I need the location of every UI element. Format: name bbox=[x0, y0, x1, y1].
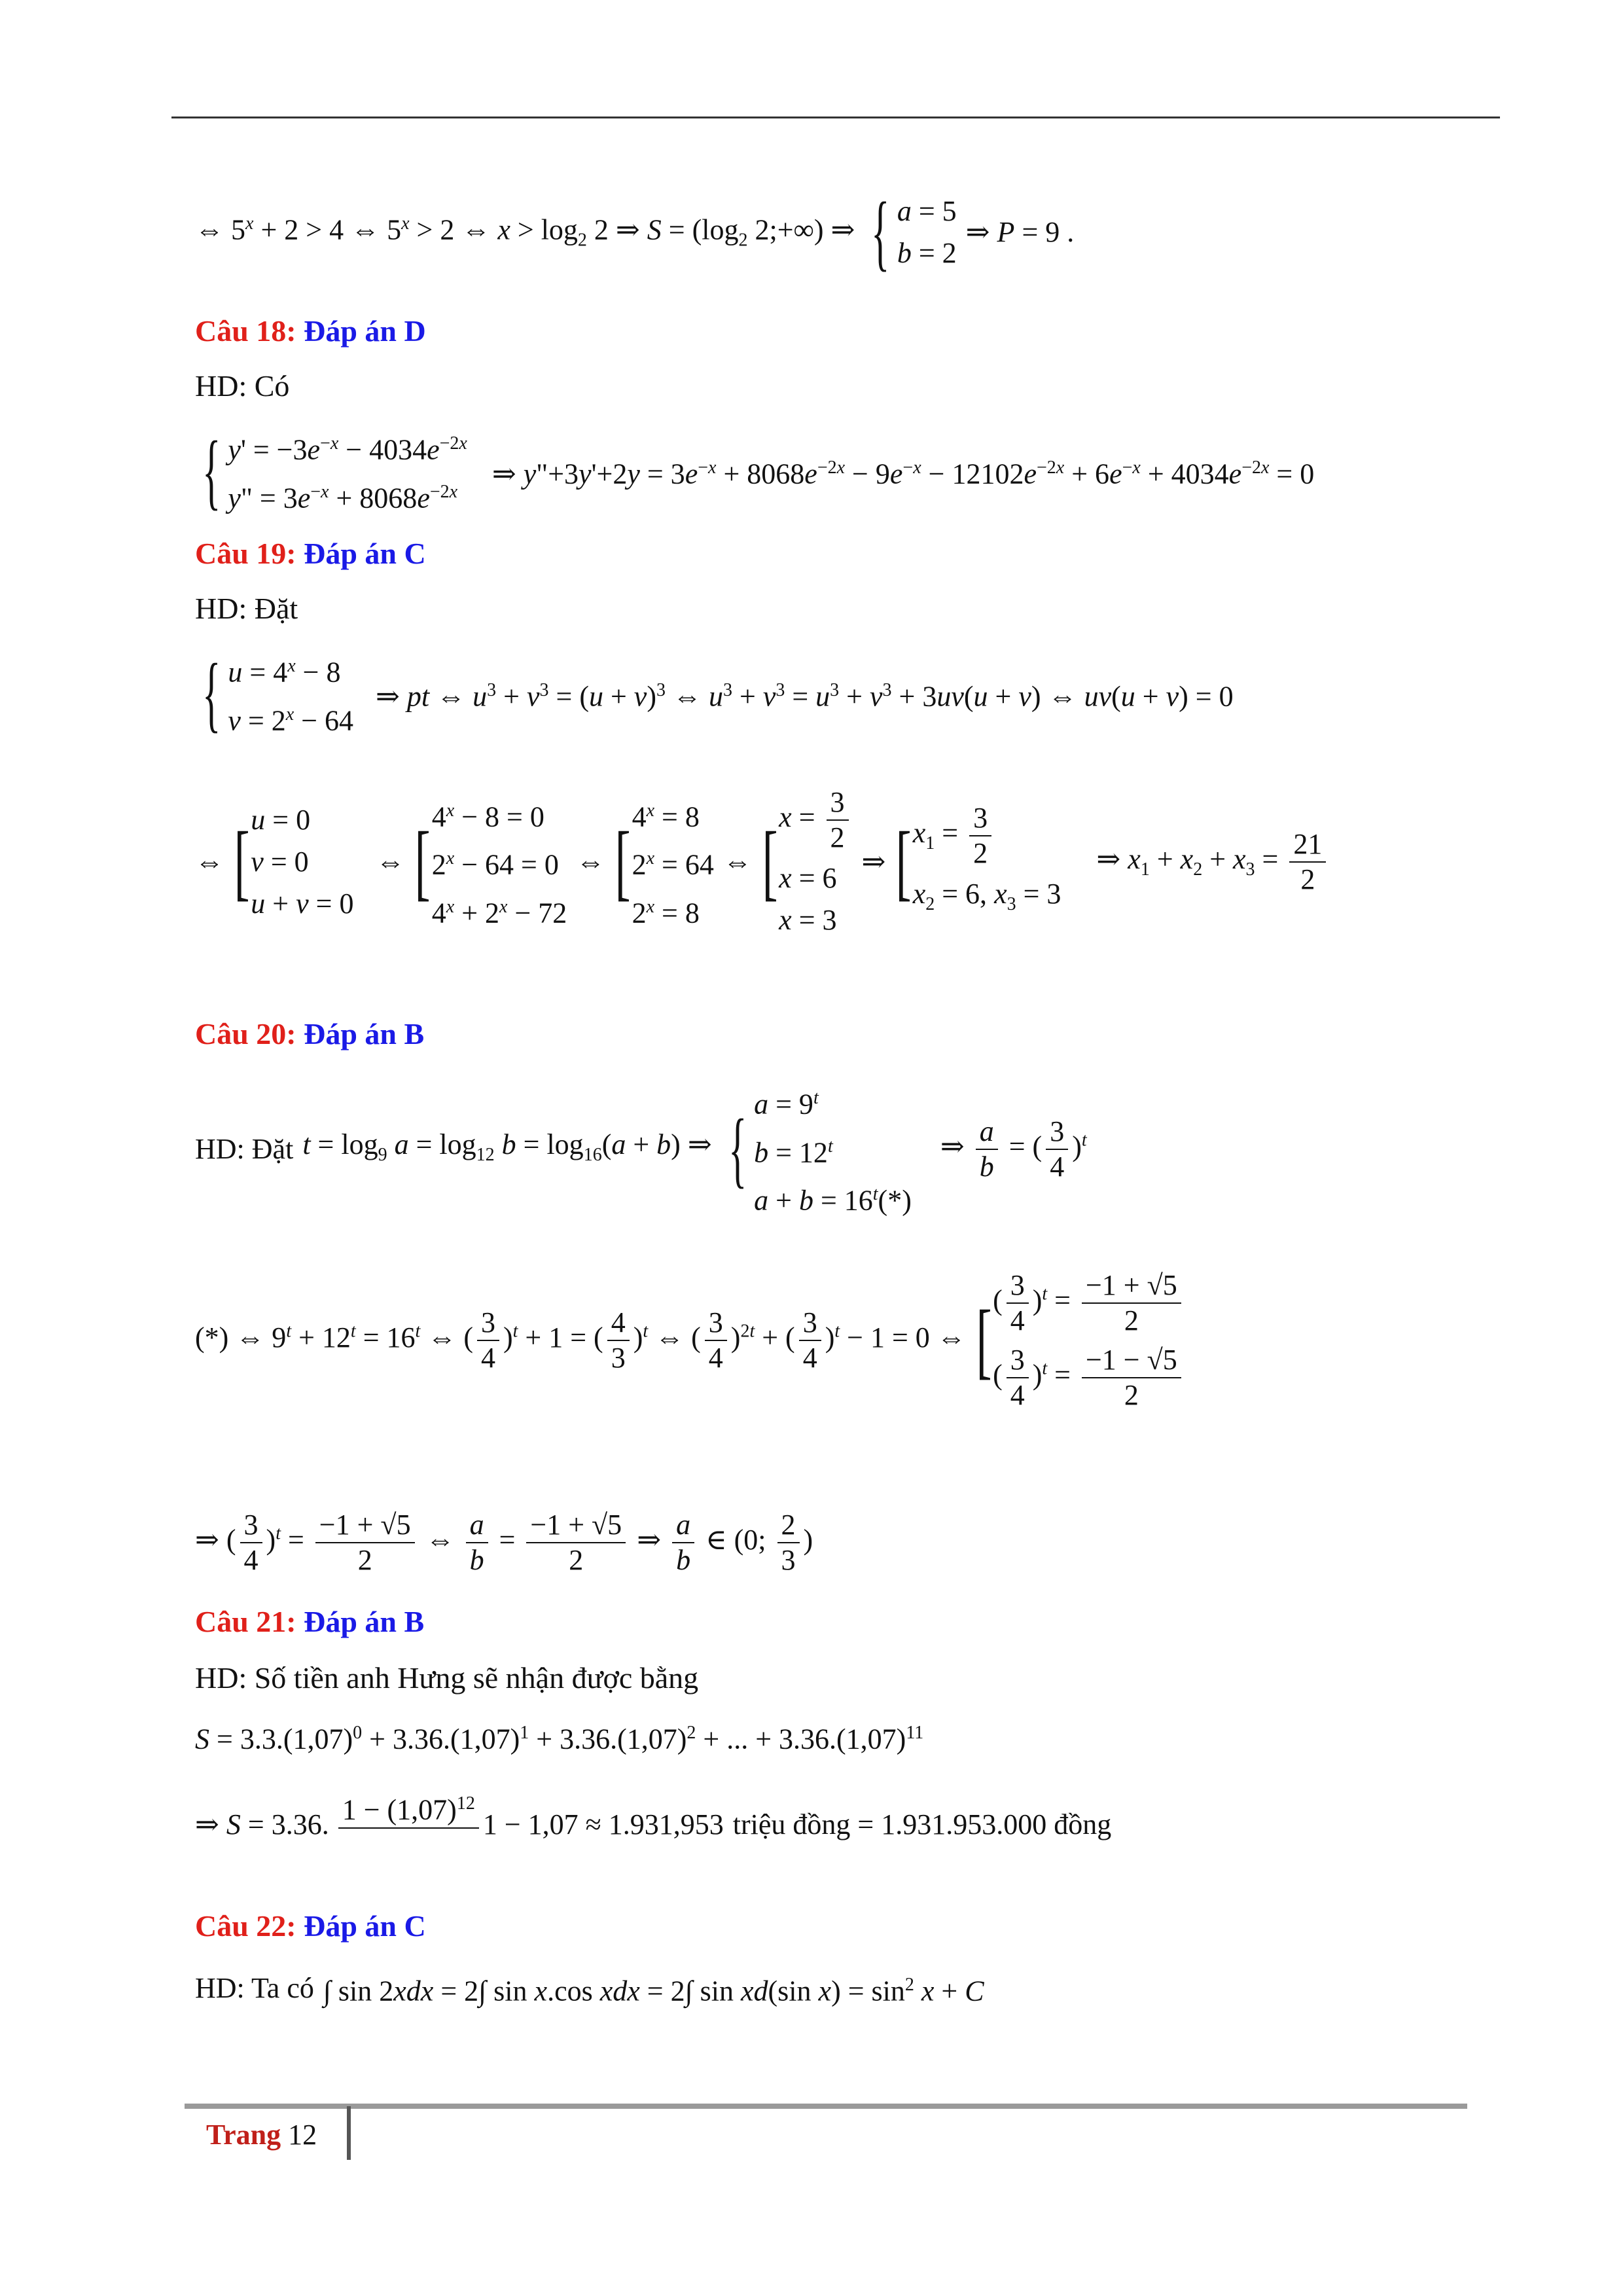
question-22-formula: HD: Ta có ∫ sin 2xdx = 2∫ sin x.cos xdx = 2∫ sin xd(sin $x) = \sin^2 x + C$ bbox=[195, 1971, 984, 2007]
page-footer bbox=[206, 2118, 317, 2151]
footer-rule bbox=[185, 2104, 1467, 2109]
question-19-hint: HD: Đặt bbox=[195, 592, 298, 625]
question-22-heading: Câu 22: Đáp án C bbox=[195, 1909, 426, 1943]
question-19-formula-1: { $u = 4^x - 8$ $v = 2^x - 64$ ⇒ pt ⇔ $u^3 + v^3 = (u + v)^3$ ⇔ $u^3 + v^3 = u^3 + v^3 + 3uv(u + v)$ ⇔ uv(u + v) = 0 bbox=[202, 646, 1234, 741]
question-18-heading: Câu 18: Đáp án D bbox=[195, 314, 426, 348]
question-21-formula-2: ⇒ S = 3.36. $1 - (1,07)^{12}$ 1 − 1,07 ≈ 1.931,953 triệu đồng = 1.931.953.000 đồng bbox=[195, 1787, 1111, 1863]
formula-line-previous: ⇔ $5^x + 2 > 4$ ⇔ $5^x > 2$ ⇔ $x > \log_2 2$ ⇒ $S = (\log_2$ 2;+∞) ⇒ { a = 5 b = 2 ⇒ P = 9 . bbox=[195, 185, 1075, 279]
header-rule bbox=[171, 117, 1500, 118]
question-21-hint: HD: Số tiền anh Hưng sẽ nhận được bằng bbox=[195, 1661, 699, 1695]
question-18-formula: { $y' = -3e^{-x} - 4034e^{-2x}$ y" = $3e^{-x} + 8068e^{-2x}$ ⇒ y"+3y'+2y = $3e^{-x} + 8068e^{-2x} - 9e^{-x} - 12102e^{-2x} + 6e^{-x} + 4034e^{-2x} = 0$ bbox=[202, 423, 1315, 518]
question-21-formula-1: $S = 3.3.(1,07)^0 + 3.36.(1,07)^1 + 3.36.(1,07)^2$ + ... + $3.36.(1,07)^{11}$ bbox=[195, 1723, 924, 1755]
question-20-formula-1: HD: Đặt $t = \log_9 a = \log_{12} b = \log_{16}(a + b)$ ⇒ { $a = 9^t$ $b = 12^t$ $a + b = 16^t(*)$ ⇒ $\frac{a}{b}$ = ( $\frac{3}{4}$ )$^t$ bbox=[195, 1088, 1087, 1217]
question-18-hint: HD: Có bbox=[195, 369, 290, 403]
question-20-heading: Câu 20: Đáp án B bbox=[195, 1017, 425, 1050]
question-19-formula-2: ⇔ [ u = 0 v = 0 u + v = 0 ⇔ [ $4^x - 8 = 0$ $2^x - 64 = 0$ $4^x + 2^x - 72$ ⇔ [ $4^x = 8$ $2^x = 64$ $2^x = 8$ ⇔ [ x = $\frac{3}{2}$ x = 6 x = 3 ⇒ [ $x_1$ = $\frac{3}{2}$ $x_2 = 6$, $x_3 = 3$ ⇒ $x_1 + x_2 + x_3$ = $\frac{21}{2}$ bbox=[195, 785, 1330, 939]
question-20-formula-2: (*) ⇔ $9^t + 12^t = 16^t$ ⇔ ( $\frac{3}{4}$ )$^t$ + 1 = ( $\frac{4}{3}$ )$^t$ ⇔ ( $\frac{3}{4}$ )$^{2t}$ + ( $\frac{3}{4}$ )$^t$ − 1 = 0 ⇔ [ ( $\frac{3}{4}$ )$^t$ = $\frac{-1 + √5}{2}$ ( $\frac{3}{4}$ )$^t$ = $\frac{-1 - √5}{2}$ bbox=[195, 1268, 1185, 1412]
page-number: 12 bbox=[288, 2119, 317, 2151]
question-19-heading: Câu 19: Đáp án C bbox=[195, 537, 426, 570]
footer-divider bbox=[347, 2106, 351, 2160]
question-20-formula-3: ⇒ ( $\frac{3}{4}$ )$^t$ = $\frac{-1 + √5}{2}$ ⇔ $\frac{a}{b}$ = $\frac{-1 + √5}{2}$ ⇒ $\frac{a}{b}$ ∈ (0; $\frac{2}{3}$ ) bbox=[195, 1509, 813, 1576]
footer-label: Trang bbox=[206, 2119, 281, 2151]
question-21-heading: Câu 21: Đáp án B bbox=[195, 1605, 425, 1638]
